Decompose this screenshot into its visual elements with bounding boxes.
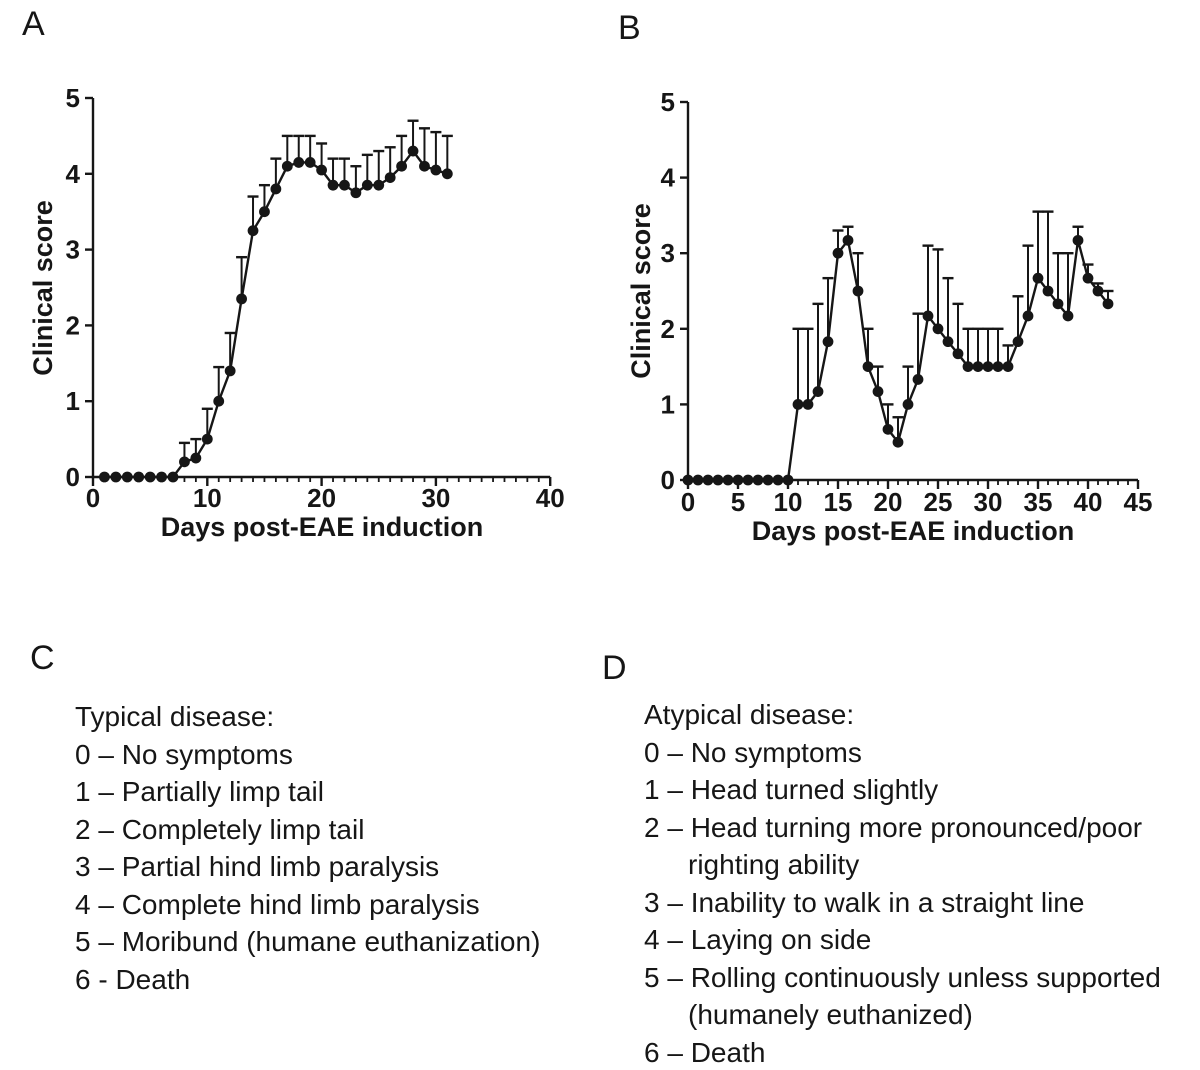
data-point — [259, 206, 270, 217]
data-point — [733, 475, 744, 486]
data-point — [419, 161, 430, 172]
x-tick-label: 10 — [773, 487, 803, 517]
data-point — [873, 386, 884, 397]
x-tick-label: 10 — [192, 483, 222, 513]
atypical-scale-item: 2 – Head turning more pronounced/poor — [644, 811, 1143, 843]
data-point — [282, 161, 293, 172]
y-tick-label: 5 — [660, 87, 675, 117]
data-point — [442, 168, 453, 179]
typical-scale-item: 5 – Moribund (humane euthanization) — [75, 926, 541, 957]
data-point — [833, 248, 844, 259]
panel-label-c: C — [30, 639, 55, 677]
data-point — [316, 165, 327, 176]
data-point — [373, 180, 384, 191]
data-point — [913, 374, 924, 385]
x-axis-title: Days post-EAE induction — [751, 516, 1075, 546]
y-tick-label: 3 — [65, 234, 80, 265]
y-tick-label: 4 — [660, 162, 675, 193]
typical-scale-item: 3 – Partial hind limb paralysis — [75, 851, 440, 882]
data-point — [339, 180, 350, 191]
typical-scale-title: Typical disease: — [75, 701, 275, 732]
data-point — [763, 475, 774, 486]
y-axis-title: Clinical score — [28, 200, 58, 376]
data-point — [202, 434, 213, 445]
x-tick-label: 15 — [823, 487, 853, 517]
chart-b-atypical-disease — [626, 87, 1152, 546]
y-tick-label: 0 — [65, 462, 80, 492]
data-point — [1003, 361, 1014, 372]
data-point — [350, 187, 361, 198]
data-point — [305, 157, 316, 168]
typical-scale-item: 0 – No symptoms — [75, 738, 293, 770]
data-point — [1023, 311, 1034, 322]
atypical-scale-item: (humanely euthanized) — [688, 999, 973, 1030]
series-line — [104, 151, 447, 477]
x-tick-label: 45 — [1123, 487, 1153, 517]
x-tick-label: 40 — [1073, 487, 1103, 517]
data-point — [893, 437, 904, 448]
data-point — [270, 184, 281, 195]
data-point — [823, 336, 834, 347]
atypical-scale-item: 4 – Laying on side — [644, 924, 872, 955]
data-point — [431, 165, 442, 176]
x-tick-label: 0 — [85, 483, 101, 513]
data-point — [385, 172, 396, 183]
data-point — [168, 472, 179, 483]
data-point — [408, 146, 419, 157]
panel-label-a: A — [22, 5, 45, 43]
data-point — [122, 472, 133, 483]
data-point — [362, 180, 373, 191]
data-point — [923, 311, 934, 322]
data-point — [225, 365, 236, 376]
x-tick-label: 25 — [923, 487, 953, 517]
x-tick-label: 0 — [680, 487, 696, 517]
data-point — [396, 161, 407, 172]
atypical-scale-item: 1 – Head turned slightly — [644, 774, 939, 805]
data-point — [963, 361, 974, 372]
data-point — [179, 456, 190, 467]
y-tick-label: 1 — [65, 386, 80, 417]
atypical-scale-item: 5 – Rolling continuously unless supported — [644, 961, 1161, 993]
data-point — [145, 472, 156, 483]
data-point — [883, 424, 894, 435]
data-point — [683, 475, 694, 486]
data-point — [1063, 311, 1074, 322]
x-tick-label: 30 — [421, 483, 451, 513]
data-point — [773, 475, 784, 486]
atypical-scale-item: 6 – Death — [644, 1036, 766, 1068]
data-point — [743, 475, 754, 486]
data-point — [1053, 298, 1064, 309]
atypical-disease-scale-list — [644, 696, 1161, 1070]
data-point — [110, 472, 121, 483]
y-tick-label: 5 — [65, 83, 80, 113]
data-point — [973, 361, 984, 372]
y-tick-label: 1 — [660, 389, 675, 420]
typical-disease-scale-list — [75, 698, 540, 998]
y-tick-label: 2 — [660, 313, 675, 344]
x-tick-label: 5 — [730, 487, 746, 517]
x-tick-label: 35 — [1023, 487, 1053, 517]
data-point — [803, 399, 814, 410]
atypical-scale-title: Atypical disease: — [644, 699, 855, 730]
atypical-scale-item: 0 – No symptoms — [644, 736, 862, 768]
data-point — [1033, 273, 1044, 284]
atypical-scale-item: righting ability — [688, 849, 860, 880]
data-point — [248, 225, 259, 236]
data-point — [133, 472, 144, 483]
data-point — [1083, 273, 1094, 284]
panel-label-b: B — [618, 9, 641, 47]
data-point — [293, 157, 304, 168]
y-tick-label: 2 — [65, 310, 80, 341]
typical-scale-item: 4 – Complete hind limb paralysis — [75, 888, 480, 920]
y-tick-label: 3 — [660, 238, 675, 269]
data-point — [903, 399, 914, 410]
data-point — [793, 399, 804, 410]
y-axis-title: Clinical score — [626, 203, 656, 379]
data-point — [863, 361, 874, 372]
data-point — [843, 235, 854, 246]
data-point — [1103, 298, 1114, 309]
typical-scale-item: 1 – Partially limp tail — [75, 776, 324, 807]
x-tick-label: 40 — [535, 483, 565, 513]
data-point — [783, 475, 794, 486]
data-point — [983, 361, 994, 372]
data-point — [753, 475, 764, 486]
atypical-scale-item: 3 – Inability to walk in a straight line — [644, 886, 1085, 918]
data-point — [933, 323, 944, 334]
data-point — [1073, 235, 1084, 246]
typical-scale-item: 6 - Death — [75, 963, 191, 995]
y-tick-label: 4 — [65, 158, 80, 189]
x-tick-label: 20 — [307, 483, 337, 513]
panel-label-d: D — [602, 649, 627, 687]
data-point — [713, 475, 724, 486]
data-point — [693, 475, 704, 486]
chart-a-typical-disease — [28, 83, 565, 542]
data-point — [853, 286, 864, 297]
data-point — [943, 336, 954, 347]
data-point — [236, 293, 247, 304]
data-point — [703, 475, 714, 486]
data-point — [1093, 286, 1104, 297]
data-point — [156, 472, 167, 483]
data-point — [1043, 286, 1054, 297]
y-tick-label: 0 — [660, 465, 675, 495]
data-point — [1013, 336, 1024, 347]
x-tick-label: 30 — [973, 487, 1003, 517]
data-point — [190, 453, 201, 464]
x-axis-title: Days post-EAE induction — [160, 512, 484, 542]
data-point — [328, 180, 339, 191]
data-point — [213, 396, 224, 407]
x-tick-label: 20 — [873, 487, 903, 517]
typical-scale-item: 2 – Completely limp tail — [75, 813, 365, 845]
data-point — [993, 361, 1004, 372]
data-point — [99, 472, 110, 483]
data-point — [813, 386, 824, 397]
data-point — [723, 475, 734, 486]
data-point — [953, 348, 964, 359]
